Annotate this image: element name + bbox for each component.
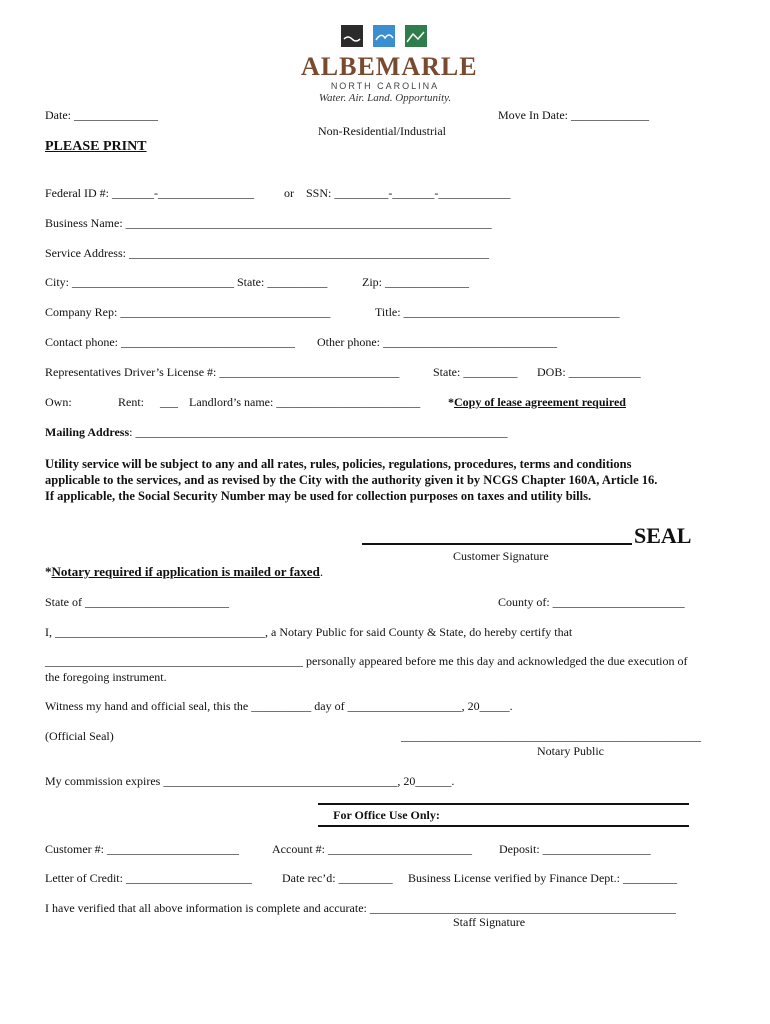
verification-line[interactable]: I have verified that all above information is complete and accurate: ___________________________________________________ [45,901,676,915]
lease-note [448,395,626,410]
foregoing-instrument-text: the foregoing instrument. [45,670,167,684]
title-field[interactable]: Title: ____________________________________ [375,305,620,319]
terms-line-1: Utility service will be subject to any and all rates, rules, policies, regulations, procedures, terms and conditions [45,457,632,471]
city-state-field[interactable]: City: ___________________________ State: __________ [45,275,328,289]
commission-expires-field[interactable]: My commission expires _______________________________________, 20______. [45,774,455,788]
customer-number-field[interactable]: Customer #: ______________________ [45,842,239,856]
ssn-field[interactable]: SSN: _________-_______-____________ [306,186,511,200]
dob-field[interactable]: DOB: ____________ [537,365,641,379]
logo-tagline: Water. Air. Land. Opportunity. [318,92,452,104]
own-option[interactable]: Own: [45,395,72,409]
albemarle-logo [301,22,478,114]
deposit-field[interactable]: Deposit: __________________ [499,842,651,856]
office-rule-top [318,803,689,805]
notary-note [45,564,323,580]
office-rule-bottom [318,825,689,827]
staff-signature-caption: Staff Signature [453,915,526,929]
lease-note-star: * [448,395,454,409]
mailing-address-field[interactable] [45,425,507,440]
terms-line-2: applicable to the services, and as revised by the City with the authority given it by NCGS Chapter 160A, Article 16. [45,473,658,487]
witness-line[interactable]: Witness my hand and official seal, this the __________ day of ___________________, 20_____. [45,699,513,713]
federal-id-field[interactable]: Federal ID #: _______-________________ [45,186,254,200]
rent-option[interactable]: Rent: [118,395,144,409]
notary-note-star: * [45,564,52,579]
logo-subtitle: NORTH CAROLINA [330,81,440,91]
customer-signature-caption: Customer Signature [453,549,549,563]
or-label: or [284,186,294,200]
date-field[interactable]: Date: ______________ [45,108,158,122]
business-license-field[interactable]: Business License verified by Finance Dept.: _________ [408,871,677,885]
mailing-address-label: Mailing Address [45,425,130,439]
letter-of-credit-field[interactable]: Letter of Credit: _____________________ [45,871,252,885]
official-seal-label: (Official Seal) [45,729,114,743]
account-number-field[interactable]: Account #: ________________________ [272,842,472,856]
service-address-field[interactable]: Service Address: ____________________________________________________________ [45,246,489,260]
business-name-field[interactable]: Business Name: _____________________________________________________________ [45,216,492,230]
contact-phone-field[interactable]: Contact phone: _____________________________ [45,335,295,349]
notary-public-caption: Notary Public [537,744,604,758]
notary-signature-line[interactable]: __________________________________________________ [401,729,701,743]
logo-water-tile [341,25,363,47]
notary-certify-line[interactable]: I, ___________________________________, a Notary Public for said County & State, do hereby certify that [45,625,573,639]
move-in-date-field[interactable]: Move In Date: _____________ [498,108,649,122]
drivers-license-field[interactable]: Representatives Driver’s License #: ______________________________ [45,365,400,379]
notary-note-text: Notary required if application is mailed or faxed [51,564,320,579]
date-received-tail: _____ [362,871,393,885]
zip-field[interactable]: Zip: ______________ [362,275,469,289]
seal-label: SEAL [634,523,692,548]
logo-wordmark: ALBEMARLE [301,52,478,81]
please-print-heading: PLEASE PRINT [45,139,147,154]
date-received-field[interactable] [282,871,393,886]
landlord-name-field[interactable]: Landlord’s name: ________________________ [189,395,421,409]
appeared-line[interactable]: ___________________________________________ personally appeared before me this day and acknowledged the due execution of [45,654,688,668]
other-phone-field[interactable]: Other phone: _____________________________ [317,335,557,349]
lease-note-text: Copy of lease agreement required [454,395,626,409]
mailing-address-blank: : ______________________________________________________________ [129,425,508,439]
form-subtitle: Non-Residential/Industrial [318,124,446,138]
county-of-field[interactable]: County of: ______________________ [498,595,685,609]
dl-state-field[interactable]: State: _________ [433,365,518,379]
date-received-label: Date rec’d: ____ [282,871,363,885]
rent-blank[interactable]: ___ [160,395,178,409]
state-of-field[interactable]: State of ________________________ [45,595,229,609]
office-use-heading: For Office Use Only: [333,808,440,822]
company-rep-field[interactable]: Company Rep: ___________________________________ [45,305,331,319]
terms-line-3: If applicable, the Social Security Number may be used for collection purposes on taxes and utility bills. [45,489,592,503]
customer-signature-line[interactable] [362,543,632,545]
notary-note-period: . [319,564,324,579]
